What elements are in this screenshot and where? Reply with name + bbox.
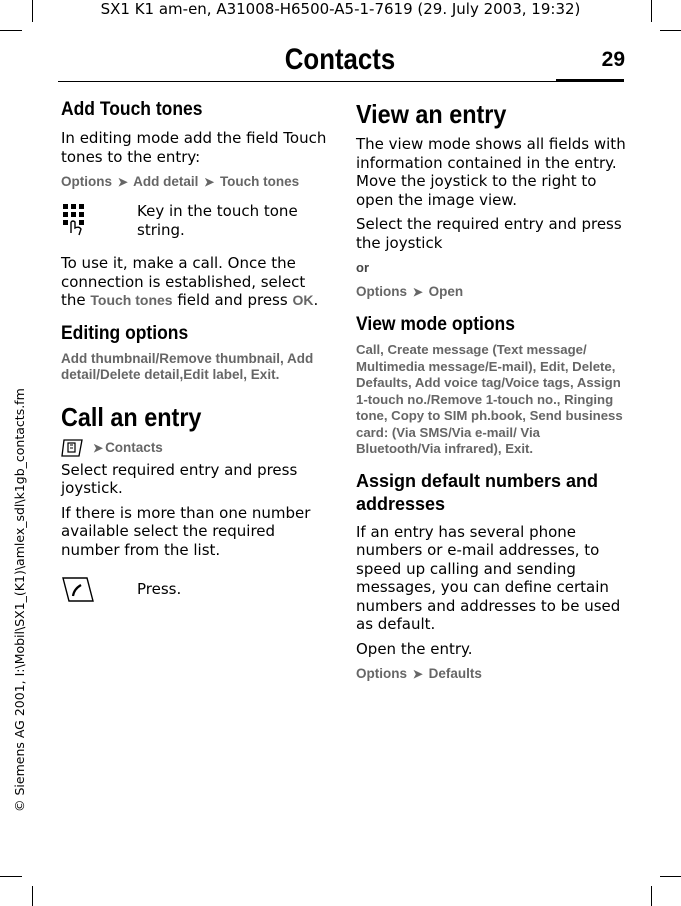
sidebar-text: © Siemens AG 2001, I:\Mobil\SX1_(K1)\amlex_sdl\k1gb_contacts.fm	[12, 388, 27, 812]
arrow-right-icon: ➤	[93, 440, 104, 455]
menu-path	[356, 666, 626, 682]
assign-defaults-heading-text: Assign default numbers and addresses	[356, 470, 599, 514]
usage-text-c: .	[313, 291, 319, 309]
path-item: Options	[61, 174, 112, 189]
call-entry-step2: If there is more than one number available select the required number from the list.	[61, 503, 311, 559]
view-entry-heading: View an entry	[356, 99, 507, 129]
crop-mark	[0, 30, 22, 31]
call-entry-heading: Call an entry	[61, 401, 202, 432]
press-step	[61, 574, 329, 610]
contacts-book-icon	[61, 437, 87, 459]
editing-options-heading: Editing options	[61, 322, 189, 344]
path-item: Defaults	[428, 666, 482, 681]
editing-options-list: Add thumbnail/Remove thumbnail, Add detail/Delete detail,Edit label, Exit.	[61, 350, 314, 382]
assign-defaults-heading	[356, 470, 626, 516]
or-text: or	[356, 260, 369, 275]
page-title: Contacts	[284, 43, 396, 76]
right-column	[356, 98, 626, 682]
sidebar-file-path	[0, 388, 27, 812]
page-number: 29	[601, 48, 625, 71]
arrow-right-icon: ➤	[412, 667, 423, 681]
arrow-right-icon: ➤	[117, 175, 128, 189]
arrow-right-icon: ➤	[412, 285, 423, 299]
menu-path	[356, 284, 626, 300]
arrow-right-icon: ➤	[204, 175, 215, 189]
crop-mark	[651, 886, 652, 906]
path-item: Options	[356, 666, 407, 681]
key-in-step	[61, 202, 329, 239]
usage-text-a: To use it, make a call. Once the connection is established, select the	[61, 254, 306, 309]
path-item: Touch tones	[219, 174, 300, 189]
path-item: Open	[428, 284, 464, 299]
call-entry-step1: Select required entry and press joystick.	[61, 460, 298, 497]
call-key-icon	[61, 574, 137, 610]
ok-label: OK	[292, 292, 314, 308]
view-entry-p1: The view mode shows all fields with information contained in the entry. Move the joystick to the right to open the image view.	[356, 135, 626, 209]
left-column	[61, 98, 329, 610]
add-touch-tones-heading: Add Touch tones	[61, 99, 203, 120]
path-item: Contacts	[105, 439, 163, 455]
page-number-rule	[556, 79, 624, 82]
crop-mark	[0, 876, 22, 877]
title-rule	[58, 81, 624, 82]
menu-path	[61, 174, 329, 190]
crop-mark	[660, 876, 681, 877]
assign-defaults-p2: Open the entry.	[356, 639, 473, 658]
crop-mark	[660, 30, 681, 31]
view-mode-options-list: Call, Create message (Text message/ Multimedia message/E-mail), Edit, Delete, Defaults, Add voice tag/Voice tags, Assign 1-touch no./Remove 1-touch no., Ringing tone, Copy to SIM ph.book, Send business card: (Via SMS/Via e-mail/ Via Bluetooth/Via infrared), Exit.	[356, 342, 623, 456]
add-touch-tones-intro: In editing mode add the field Touch tones to the entry:	[61, 129, 327, 166]
key-in-text: Key in the touch tone string.	[137, 202, 298, 239]
view-mode-options-heading: View mode options	[356, 314, 515, 335]
touch-tones-field-label: Touch tones	[90, 292, 173, 308]
touch-tones-usage	[61, 254, 329, 310]
usage-text-b: field and press	[172, 291, 293, 309]
path-item: Options	[356, 284, 407, 299]
keypad-icon	[61, 202, 137, 238]
crop-mark	[32, 886, 33, 906]
assign-defaults-p1: If an entry has several phone numbers or e-mail addresses, to speed up calling and sending messages, you can define certain numbers and addresses to be used as default.	[356, 522, 621, 633]
call-entry-path	[61, 437, 329, 459]
path-item: Add detail	[133, 174, 199, 189]
running-head: SX1 K1 am-en, A31008-H6500-A5-1-7619 (29. July 2003, 19:32)	[100, 0, 581, 18]
view-entry-p2: Select the required entry and press the joystick	[356, 215, 622, 252]
press-text: Press.	[137, 580, 182, 598]
